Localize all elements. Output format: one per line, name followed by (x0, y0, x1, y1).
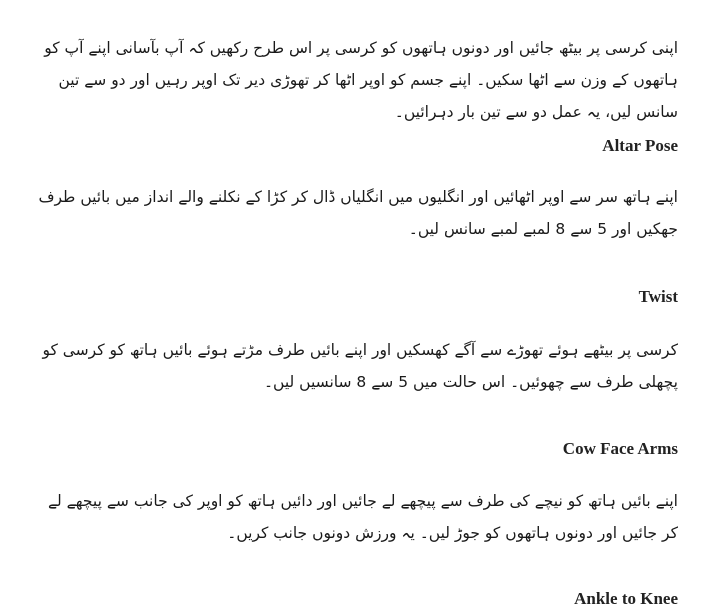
altar-pose-heading: Altar Pose (602, 136, 678, 155)
ankle-to-knee-heading: Ankle to Knee (574, 589, 678, 608)
chair-lift-paragraph: اپنی کرسی پر بیٹھ جائیں اور دونوں ہاتھوں کو کرسی پر اس طرح رکھیں کہ آپ بآسانی اپنے آپ کو ہاتھوں کے وزن سے اٹھا سکیں۔ اپنے جسم کو اوپر اٹھا کر تھوڑی دیر تک اوپر رہیں اور دو سے تین سانس لیں، یہ عمل دو سے تین بار دہرائیں۔ (44, 39, 678, 121)
altar-pose-paragraph: اپنے ہاتھ سر سے اوپر اٹھائیں اور انگلیوں میں انگلیاں ڈال کر کڑا کے نکلنے والے انداز میں بائیں طرف جھکیں اور 5 سے 8 لمبے لمبے سانس لیں۔ (38, 188, 678, 238)
twist-heading: Twist (638, 287, 678, 306)
cow-face-arms-heading: Cow Face Arms (562, 439, 678, 458)
twist-paragraph: کرسی پر بیٹھے ہوئے تھوڑے سے آگے کھسکیں اور اپنے بائیں طرف مڑتے ہوئے بائیں ہاتھ کو کرسی کو پچھلی طرف سے چھوئیں۔ اس حالت میں 5 سے 8 سانسیں لیں۔ (42, 341, 678, 391)
cow-face-arms-paragraph: اپنے بائیں ہاتھ کو نیچے کی طرف سے پیچھے لے جائیں اور دائیں ہاتھ کو اوپر کی جانب سے پیچھے لے کر جائیں اور دونوں ہاتھوں کو جوڑ لیں۔ یہ ورزش دونوں جانب کریں۔ (47, 492, 678, 542)
